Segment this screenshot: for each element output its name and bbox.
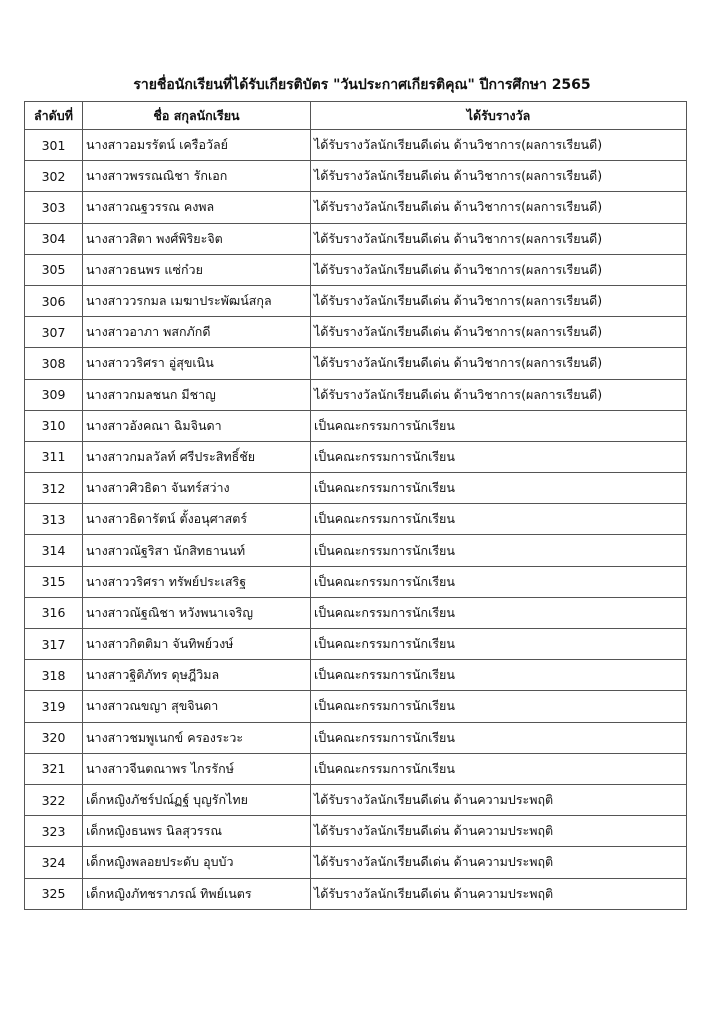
- table-row: [25, 441, 687, 472]
- award-text: ได้รับรางวัลนักเรียนดีเด่น ด้านความประพฤติ: [311, 784, 687, 815]
- award-text: เป็นคณะกรรมการนักเรียน: [311, 410, 687, 441]
- award-text: ได้รับรางวัลนักเรียนดีเด่น ด้านวิชาการ(ผลการเรียนดี): [311, 223, 687, 254]
- award-text: เป็นคณะกรรมการนักเรียน: [311, 660, 687, 691]
- award-text: เป็นคณะกรรมการนักเรียน: [311, 691, 687, 722]
- student-name: นางสาวณัฐริสา นักสิทธานนท์: [83, 535, 311, 566]
- row-number: 310: [25, 410, 83, 441]
- table-row: [25, 410, 687, 441]
- student-name: นางสาวสิตา พงศ์พิริยะจิต: [83, 223, 311, 254]
- award-text: เป็นคณะกรรมการนักเรียน: [311, 535, 687, 566]
- award-text: ได้รับรางวัลนักเรียนดีเด่น ด้านวิชาการ(ผลการเรียนดี): [311, 192, 687, 223]
- award-text: ได้รับรางวัลนักเรียนดีเด่น ด้านวิชาการ(ผลการเรียนดี): [311, 285, 687, 316]
- table-row: [25, 784, 687, 815]
- header-no: ลำดับที่: [25, 102, 83, 130]
- student-name: นางสาวอมรรัตน์ เครือวัลย์: [83, 130, 311, 161]
- award-text: เป็นคณะกรรมการนักเรียน: [311, 722, 687, 753]
- row-number: 325: [25, 878, 83, 909]
- student-name: เด็กหญิงธนพร นิลสุวรรณ: [83, 816, 311, 847]
- header-row: [25, 102, 687, 130]
- student-name: นางสาวพรรณณิชา รักเอก: [83, 161, 311, 192]
- award-text: ได้รับรางวัลนักเรียนดีเด่น ด้านวิชาการ(ผลการเรียนดี): [311, 348, 687, 379]
- row-number: 312: [25, 473, 83, 504]
- table-row: [25, 130, 687, 161]
- table-body: [25, 130, 687, 910]
- row-number: 313: [25, 504, 83, 535]
- award-text: เป็นคณะกรรมการนักเรียน: [311, 504, 687, 535]
- award-text: เป็นคณะกรรมการนักเรียน: [311, 629, 687, 660]
- table-row: [25, 348, 687, 379]
- row-number: 321: [25, 753, 83, 784]
- row-number: 324: [25, 847, 83, 878]
- row-number: 302: [25, 161, 83, 192]
- student-name: นางสาววรกมล เมฆาประพัฒน์สกุล: [83, 285, 311, 316]
- row-number: 317: [25, 629, 83, 660]
- header-name: ชื่อ สกุลนักเรียน: [83, 102, 311, 130]
- student-name: เด็กหญิงภัทชราภรณ์ ทิพย์เนตร: [83, 878, 311, 909]
- student-name: นางสาวอังคณา ฉิมจินดา: [83, 410, 311, 441]
- award-text: ได้รับรางวัลนักเรียนดีเด่น ด้านความประพฤติ: [311, 847, 687, 878]
- table-row: [25, 660, 687, 691]
- award-text: ได้รับรางวัลนักเรียนดีเด่น ด้านวิชาการ(ผลการเรียนดี): [311, 130, 687, 161]
- table-row: [25, 254, 687, 285]
- table-row: [25, 379, 687, 410]
- student-name: นางสาวธนพร แซ่ก๋วย: [83, 254, 311, 285]
- award-text: เป็นคณะกรรมการนักเรียน: [311, 566, 687, 597]
- award-table: [24, 101, 687, 910]
- student-name: นางสาวจีนตณาพร ไกรรักษ์: [83, 753, 311, 784]
- row-number: 308: [25, 348, 83, 379]
- row-number: 316: [25, 597, 83, 628]
- row-number: 320: [25, 722, 83, 753]
- student-name: นางสาวธิดารัตน์ ตั้งอนุศาสตร์: [83, 504, 311, 535]
- table-row: [25, 473, 687, 504]
- student-name: นางสาวณฐวรรณ คงพล: [83, 192, 311, 223]
- student-name: นางสาวกมลชนก มีชาญ: [83, 379, 311, 410]
- table-row: [25, 722, 687, 753]
- table-row: [25, 504, 687, 535]
- student-name: นางสาวศิวธิดา จันทร์สว่าง: [83, 473, 311, 504]
- student-name: เด็กหญิงภัชร์ปณ์ฏฐ์ บุญรักไทย: [83, 784, 311, 815]
- page-title: รายชื่อนักเรียนที่ได้รับเกียรติบัตร "วันประกาศเกียรติคุณ" ปีการศึกษา 2565: [133, 77, 591, 93]
- table-row: [25, 566, 687, 597]
- award-text: ได้รับรางวัลนักเรียนดีเด่น ด้านความประพฤติ: [311, 816, 687, 847]
- student-name: นางสาวณขญา สุขจินดา: [83, 691, 311, 722]
- row-number: 307: [25, 317, 83, 348]
- table-row: [25, 161, 687, 192]
- row-number: 304: [25, 223, 83, 254]
- row-number: 323: [25, 816, 83, 847]
- row-number: 315: [25, 566, 83, 597]
- table-row: [25, 878, 687, 909]
- table-row: [25, 847, 687, 878]
- table-row: [25, 597, 687, 628]
- student-name: นางสาวฐิติภัทร ดุษฎีวิมล: [83, 660, 311, 691]
- row-number: 309: [25, 379, 83, 410]
- award-text: เป็นคณะกรรมการนักเรียน: [311, 597, 687, 628]
- header-award: ได้รับรางวัล: [311, 102, 687, 130]
- table-row: [25, 317, 687, 348]
- student-name: นางสาววริศรา ทรัพย์ประเสริฐ: [83, 566, 311, 597]
- award-text: เป็นคณะกรรมการนักเรียน: [311, 441, 687, 472]
- student-name: นางสาวณัฐณิชา หวังพนาเจริญ: [83, 597, 311, 628]
- row-number: 319: [25, 691, 83, 722]
- table-row: [25, 535, 687, 566]
- award-text: ได้รับรางวัลนักเรียนดีเด่น ด้านวิชาการ(ผลการเรียนดี): [311, 379, 687, 410]
- table-row: [25, 816, 687, 847]
- student-name: นางสาวอาภา พสกภักดี: [83, 317, 311, 348]
- student-name: เด็กหญิงพลอยประดับ อุบบัว: [83, 847, 311, 878]
- award-text: ได้รับรางวัลนักเรียนดีเด่น ด้านวิชาการ(ผลการเรียนดี): [311, 317, 687, 348]
- student-name: นางสาวกมลวัลท์ ศรีประสิทธิ์ชัย: [83, 441, 311, 472]
- award-text: ได้รับรางวัลนักเรียนดีเด่น ด้านความประพฤติ: [311, 878, 687, 909]
- award-text: ได้รับรางวัลนักเรียนดีเด่น ด้านวิชาการ(ผลการเรียนดี): [311, 254, 687, 285]
- student-name: นางสาวกิตติมา จันทิพย์วงษ์: [83, 629, 311, 660]
- award-text: เป็นคณะกรรมการนักเรียน: [311, 473, 687, 504]
- table-row: [25, 285, 687, 316]
- award-text: เป็นคณะกรรมการนักเรียน: [311, 753, 687, 784]
- row-number: 322: [25, 784, 83, 815]
- table-row: [25, 691, 687, 722]
- student-name: นางสาวชมพูเนกข์ ครองระวะ: [83, 722, 311, 753]
- table-row: [25, 223, 687, 254]
- table-header: [25, 102, 687, 130]
- row-number: 314: [25, 535, 83, 566]
- table-row: [25, 753, 687, 784]
- row-number: 311: [25, 441, 83, 472]
- row-number: 305: [25, 254, 83, 285]
- table-row: [25, 192, 687, 223]
- award-text: ได้รับรางวัลนักเรียนดีเด่น ด้านวิชาการ(ผลการเรียนดี): [311, 161, 687, 192]
- row-number: 301: [25, 130, 83, 161]
- table-row: [25, 629, 687, 660]
- student-name: นางสาววริศรา อู่สุขเนิน: [83, 348, 311, 379]
- row-number: 318: [25, 660, 83, 691]
- row-number: 303: [25, 192, 83, 223]
- row-number: 306: [25, 285, 83, 316]
